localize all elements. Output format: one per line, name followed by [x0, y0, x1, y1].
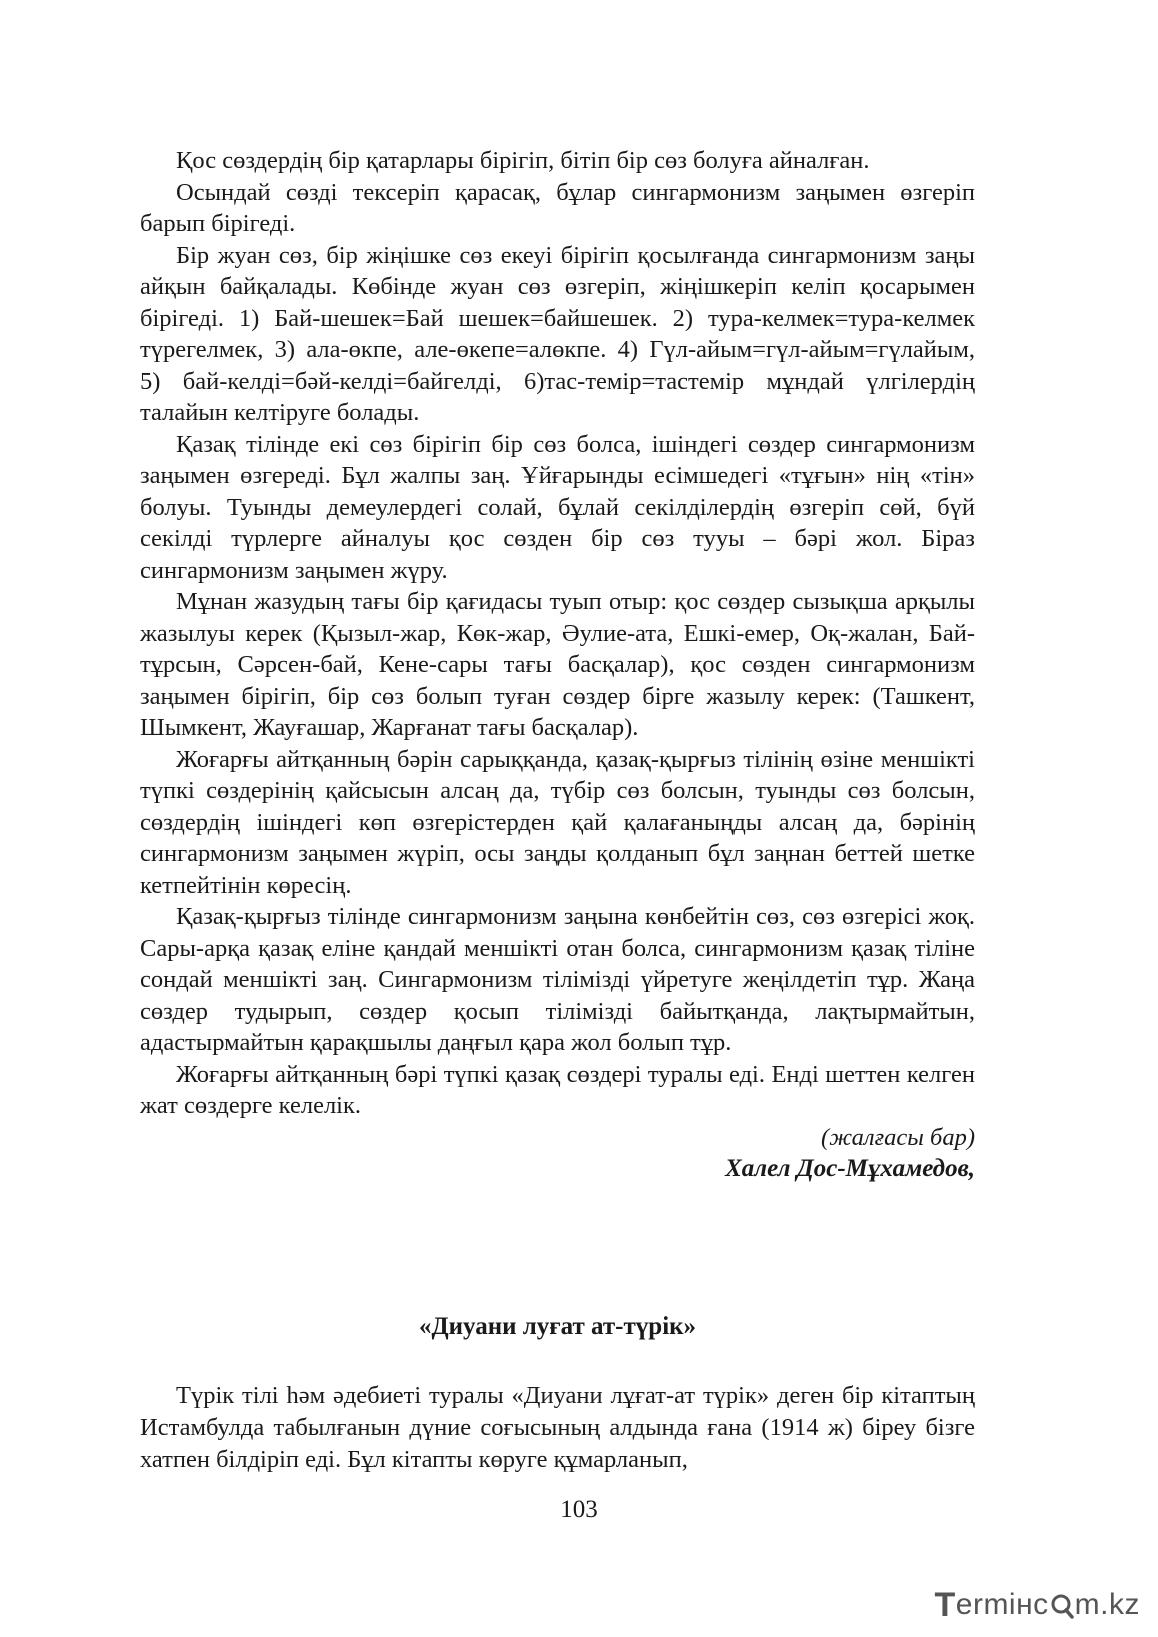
- magnifier-icon: [1049, 1590, 1075, 1620]
- watermark-prefix: T: [934, 1585, 956, 1624]
- page-number: 103: [560, 1496, 598, 1523]
- watermark-text-part2: m.kz: [1074, 1588, 1140, 1621]
- main-text-block: [140, 145, 975, 1185]
- paragraph-6: Жоғарғы айтқанның бәрін сарыққанда, қазақ-қырғыз тілінің өзіне меншікті түпкі сөздерінің қайсысын алсаң да, түбір сөз болсын, туынды сөз болсын, сөздердің ішіндегі көп өзгерістерден қай қалағаныңды алсаң да, бәрінің сингармонизм заңымен жүріп, осы заңды қолданып бұл заңнан беттей шетке кетпейтінін көресің.: [140, 745, 975, 899]
- site-watermark-logo: [934, 1585, 1140, 1625]
- paragraph-7: Қазақ-қырғыз тілінде сингармонизм заңына көнбейтін сөз, сөз өзгерісі жоқ. Сары-арқа қазақ еліне қандай меншікті отан болса, сингармонизм қазақ тіліне сондай меншікті заң. Сингармонизм тілімізді үйретуге жеңілдетіп тұр. Жаңа сөздер тудырып, сөздер қосып тілімізді байытқанда, лақтырмайтын, адастырмайтын қарақшылы даңғыл қара жол болып тұр.: [140, 903, 975, 1056]
- author-name: Халел Дос-Мұхамедов,: [725, 1155, 975, 1182]
- paragraph-2: Осындай сөзді тексеріп қарасақ, бұлар сингармонизм заңымен өзгеріп барып бірігеді.: [140, 178, 975, 237]
- paragraph-5: Мұнан жазудың тағы бір қағидасы туып отыр: қос сөздер сызықша арқылы жазылуы керек (Қызыл-жар, Көк-жар, Әулие-ата, Ешкі-емер, Оқ-жалан, Бай-тұрсын, Сәрсен-бай, Кене-сары тағы басқалар), қос сөзден сингармонизм заңымен бірігіп, бір сөз болып туған сөздер бірге жазылу керек: (Ташкент, Шымкент, Жауғашар, Жарғанат тағы басқалар).: [140, 588, 975, 741]
- signature-block: [140, 1122, 975, 1185]
- section-text-block: [140, 1380, 975, 1476]
- paragraph-1: Қос сөздердің бір қатарлары бірігіп, бітіп бір сөз болуға айналған.: [176, 147, 870, 174]
- section-title: «Диуани луғат ат-түрік»: [418, 1313, 697, 1340]
- paragraph-4: Қазақ тілінде екі сөз бірігіп бір сөз болса, ішіндегі сөздер сингармонизм заңымен өзгереді. Бұл жалпы заң. Ұйғарынды есімшедегі «тұғын» нің «тін» болуы. Туынды демеулердегі солай, бұлай секілділердің өзгеріп сөй, бүй секілді түрлерге айналуы қос сөзден бір сөз тууы – бәрі жол. Біраз сингармонизм заңымен жүру.: [140, 430, 975, 584]
- continuation-note: (жалғасы бар): [821, 1123, 975, 1151]
- watermark-text-part1: ermінс: [955, 1588, 1049, 1621]
- section-paragraph: Түрік тілі һәм әдебиеті туралы «Диуани лұғат-ат түрік» деген бір кітаптың Истамбулда табылғанын дүние соғысының алдында ғана (1914 ж) біреу бізге хатпен білдіріп еді. Бұл кітапты көруге құмарланып,: [140, 1382, 975, 1473]
- paragraph-3: Бір жуан сөз, бір жіңішке сөз екеуі бірігіп қосылғанда сингармонизм заңы айқын байқалады. Көбінде жуан сөз өзгеріп, жіңішкеріп келіп қосарымен бірігеді. 1) Бай-шешек=Бай шешек=байшешек. 2) тура-келмек=тура-келмек түрегелмек, 3) ала-өкпе, але-өкепе=алөкпе. 4) Гүл-айым=гүл-айым=гүлайым, 5) бай-келді=бәй-келді=байгелді, 6)тас-темір=тастемір мұндай үлгілердің талайын келтіруге болады.: [140, 241, 975, 426]
- paragraph-8: Жоғарғы айтқанның бәрі түпкі қазақ сөздері туралы еді. Енді шеттен келген жат сөздерге келелік.: [140, 1060, 975, 1119]
